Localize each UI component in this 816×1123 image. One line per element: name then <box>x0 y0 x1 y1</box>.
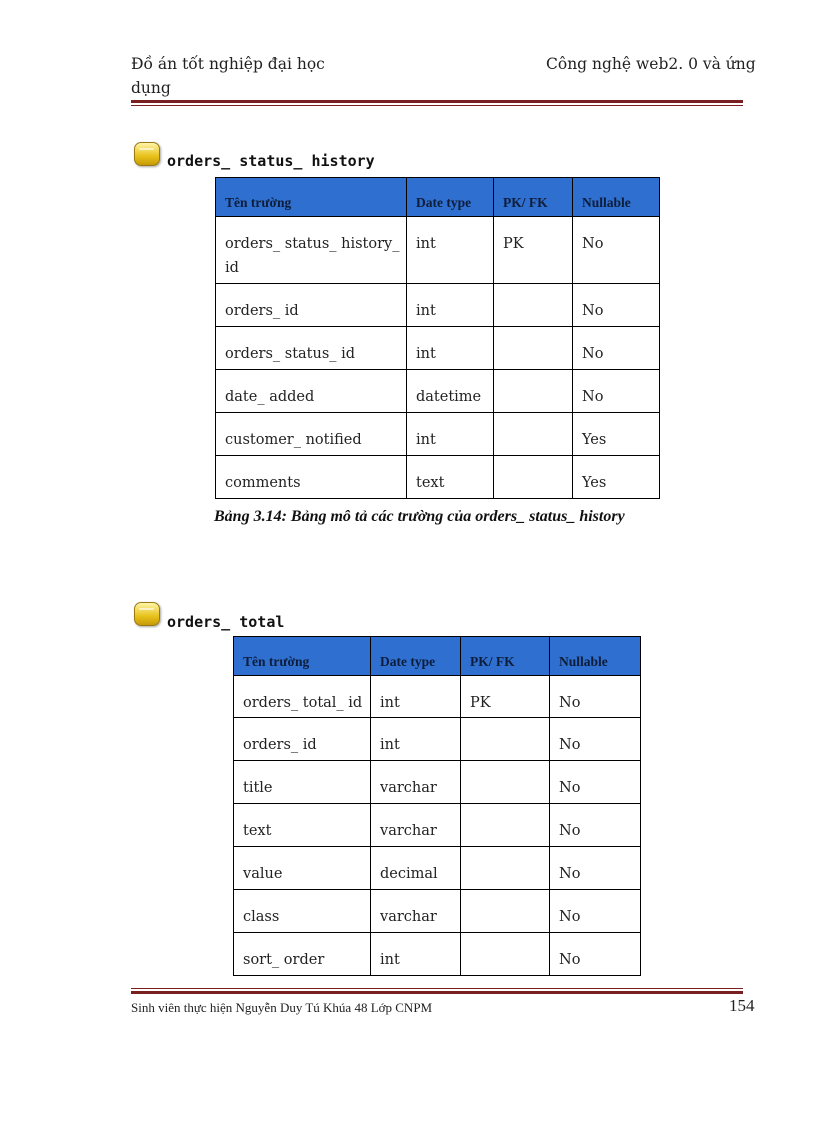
column-header: Nullable <box>573 178 660 217</box>
table-cell <box>461 804 550 847</box>
table-row <box>234 718 641 761</box>
folder-icon <box>134 602 160 626</box>
header-rule <box>131 100 743 103</box>
table-cell <box>494 284 573 327</box>
table-cell: orders_ id <box>234 718 371 761</box>
table-cell: value <box>234 847 371 890</box>
table-row <box>234 761 641 804</box>
table-cell: orders_ id <box>216 284 407 327</box>
column-header: PK/ FK <box>461 637 550 676</box>
table-row <box>216 217 660 284</box>
table-row <box>216 327 660 370</box>
table-cell: decimal <box>371 847 461 890</box>
table-cell: int <box>371 718 461 761</box>
table-header-row <box>234 637 641 676</box>
table-cell: text <box>407 456 494 499</box>
table-row <box>234 933 641 976</box>
table-cell: No <box>550 890 641 933</box>
header-rule-thin <box>131 105 743 106</box>
table-cell: orders_ status_ id <box>216 327 407 370</box>
table-header-row <box>216 178 660 217</box>
table-cell: No <box>550 933 641 976</box>
table-cell: int <box>407 413 494 456</box>
table-cell: No <box>550 718 641 761</box>
table-row <box>216 370 660 413</box>
table-cell: Yes <box>573 456 660 499</box>
table-cell: int <box>371 676 461 718</box>
table-cell: varchar <box>371 761 461 804</box>
table-cell: No <box>573 327 660 370</box>
table-cell: PK <box>494 217 573 284</box>
header-left-text: Đồ án tốt nghiệp đại học dụng <box>131 55 325 97</box>
table-row <box>234 847 641 890</box>
footer-text: Sinh viên thực hiện Nguyễn Duy Tú Khúa 48 Lớp CNPM <box>131 1000 433 1015</box>
table-cell: PK <box>461 676 550 718</box>
table-cell: varchar <box>371 804 461 847</box>
table-cell: int <box>407 327 494 370</box>
section-title-orders-status-history: orders_ status_ history <box>167 152 375 170</box>
table-cell: orders_ status_ history_ id <box>216 217 407 284</box>
table-cell: No <box>550 804 641 847</box>
table-cell: customer_ notified <box>216 413 407 456</box>
table-cell: text <box>234 804 371 847</box>
table-cell: class <box>234 890 371 933</box>
table-cell: int <box>407 217 494 284</box>
table-cell <box>494 370 573 413</box>
table-row <box>234 804 641 847</box>
table-cell: No <box>550 676 641 718</box>
table-orders-status-history <box>215 177 660 499</box>
table-cell <box>461 718 550 761</box>
column-header: Nullable <box>550 637 641 676</box>
table-row <box>216 413 660 456</box>
table-cell: date_ added <box>216 370 407 413</box>
header-right-text: Công nghệ web2. 0 và ứng <box>546 55 756 73</box>
column-header: Tên trường <box>234 637 371 676</box>
table-cell: sort_ order <box>234 933 371 976</box>
table-cell: comments <box>216 456 407 499</box>
table-cell: datetime <box>407 370 494 413</box>
table-cell <box>494 327 573 370</box>
table-cell: No <box>550 847 641 890</box>
table-row <box>234 676 641 718</box>
table-cell: int <box>407 284 494 327</box>
table-cell <box>494 456 573 499</box>
footer-rule <box>131 991 743 994</box>
table-orders-total <box>233 636 641 976</box>
column-header: Tên trường <box>216 178 407 217</box>
table-cell: int <box>371 933 461 976</box>
table-row <box>216 456 660 499</box>
table-cell: varchar <box>371 890 461 933</box>
table-cell: No <box>573 284 660 327</box>
footer-rule-thin <box>131 988 743 989</box>
table-cell <box>461 933 550 976</box>
table-cell: Yes <box>573 413 660 456</box>
page-number: 154 <box>729 996 755 1015</box>
table-cell: No <box>550 761 641 804</box>
table-cell <box>461 761 550 804</box>
table-cell <box>494 413 573 456</box>
table-cell <box>461 847 550 890</box>
table-row <box>234 890 641 933</box>
section-title-orders-total: orders_ total <box>167 613 285 631</box>
table-caption: Bảng 3.14: Bảng mô tả các trường của orders_ status_ history <box>214 508 625 525</box>
column-header: Date type <box>407 178 494 217</box>
column-header: PK/ FK <box>494 178 573 217</box>
table-cell: No <box>573 370 660 413</box>
table-row <box>216 284 660 327</box>
table-cell: No <box>573 217 660 284</box>
column-header: Date type <box>371 637 461 676</box>
folder-icon <box>134 142 160 166</box>
table-cell: title <box>234 761 371 804</box>
table-cell: orders_ total_ id <box>234 676 371 718</box>
table-cell <box>461 890 550 933</box>
